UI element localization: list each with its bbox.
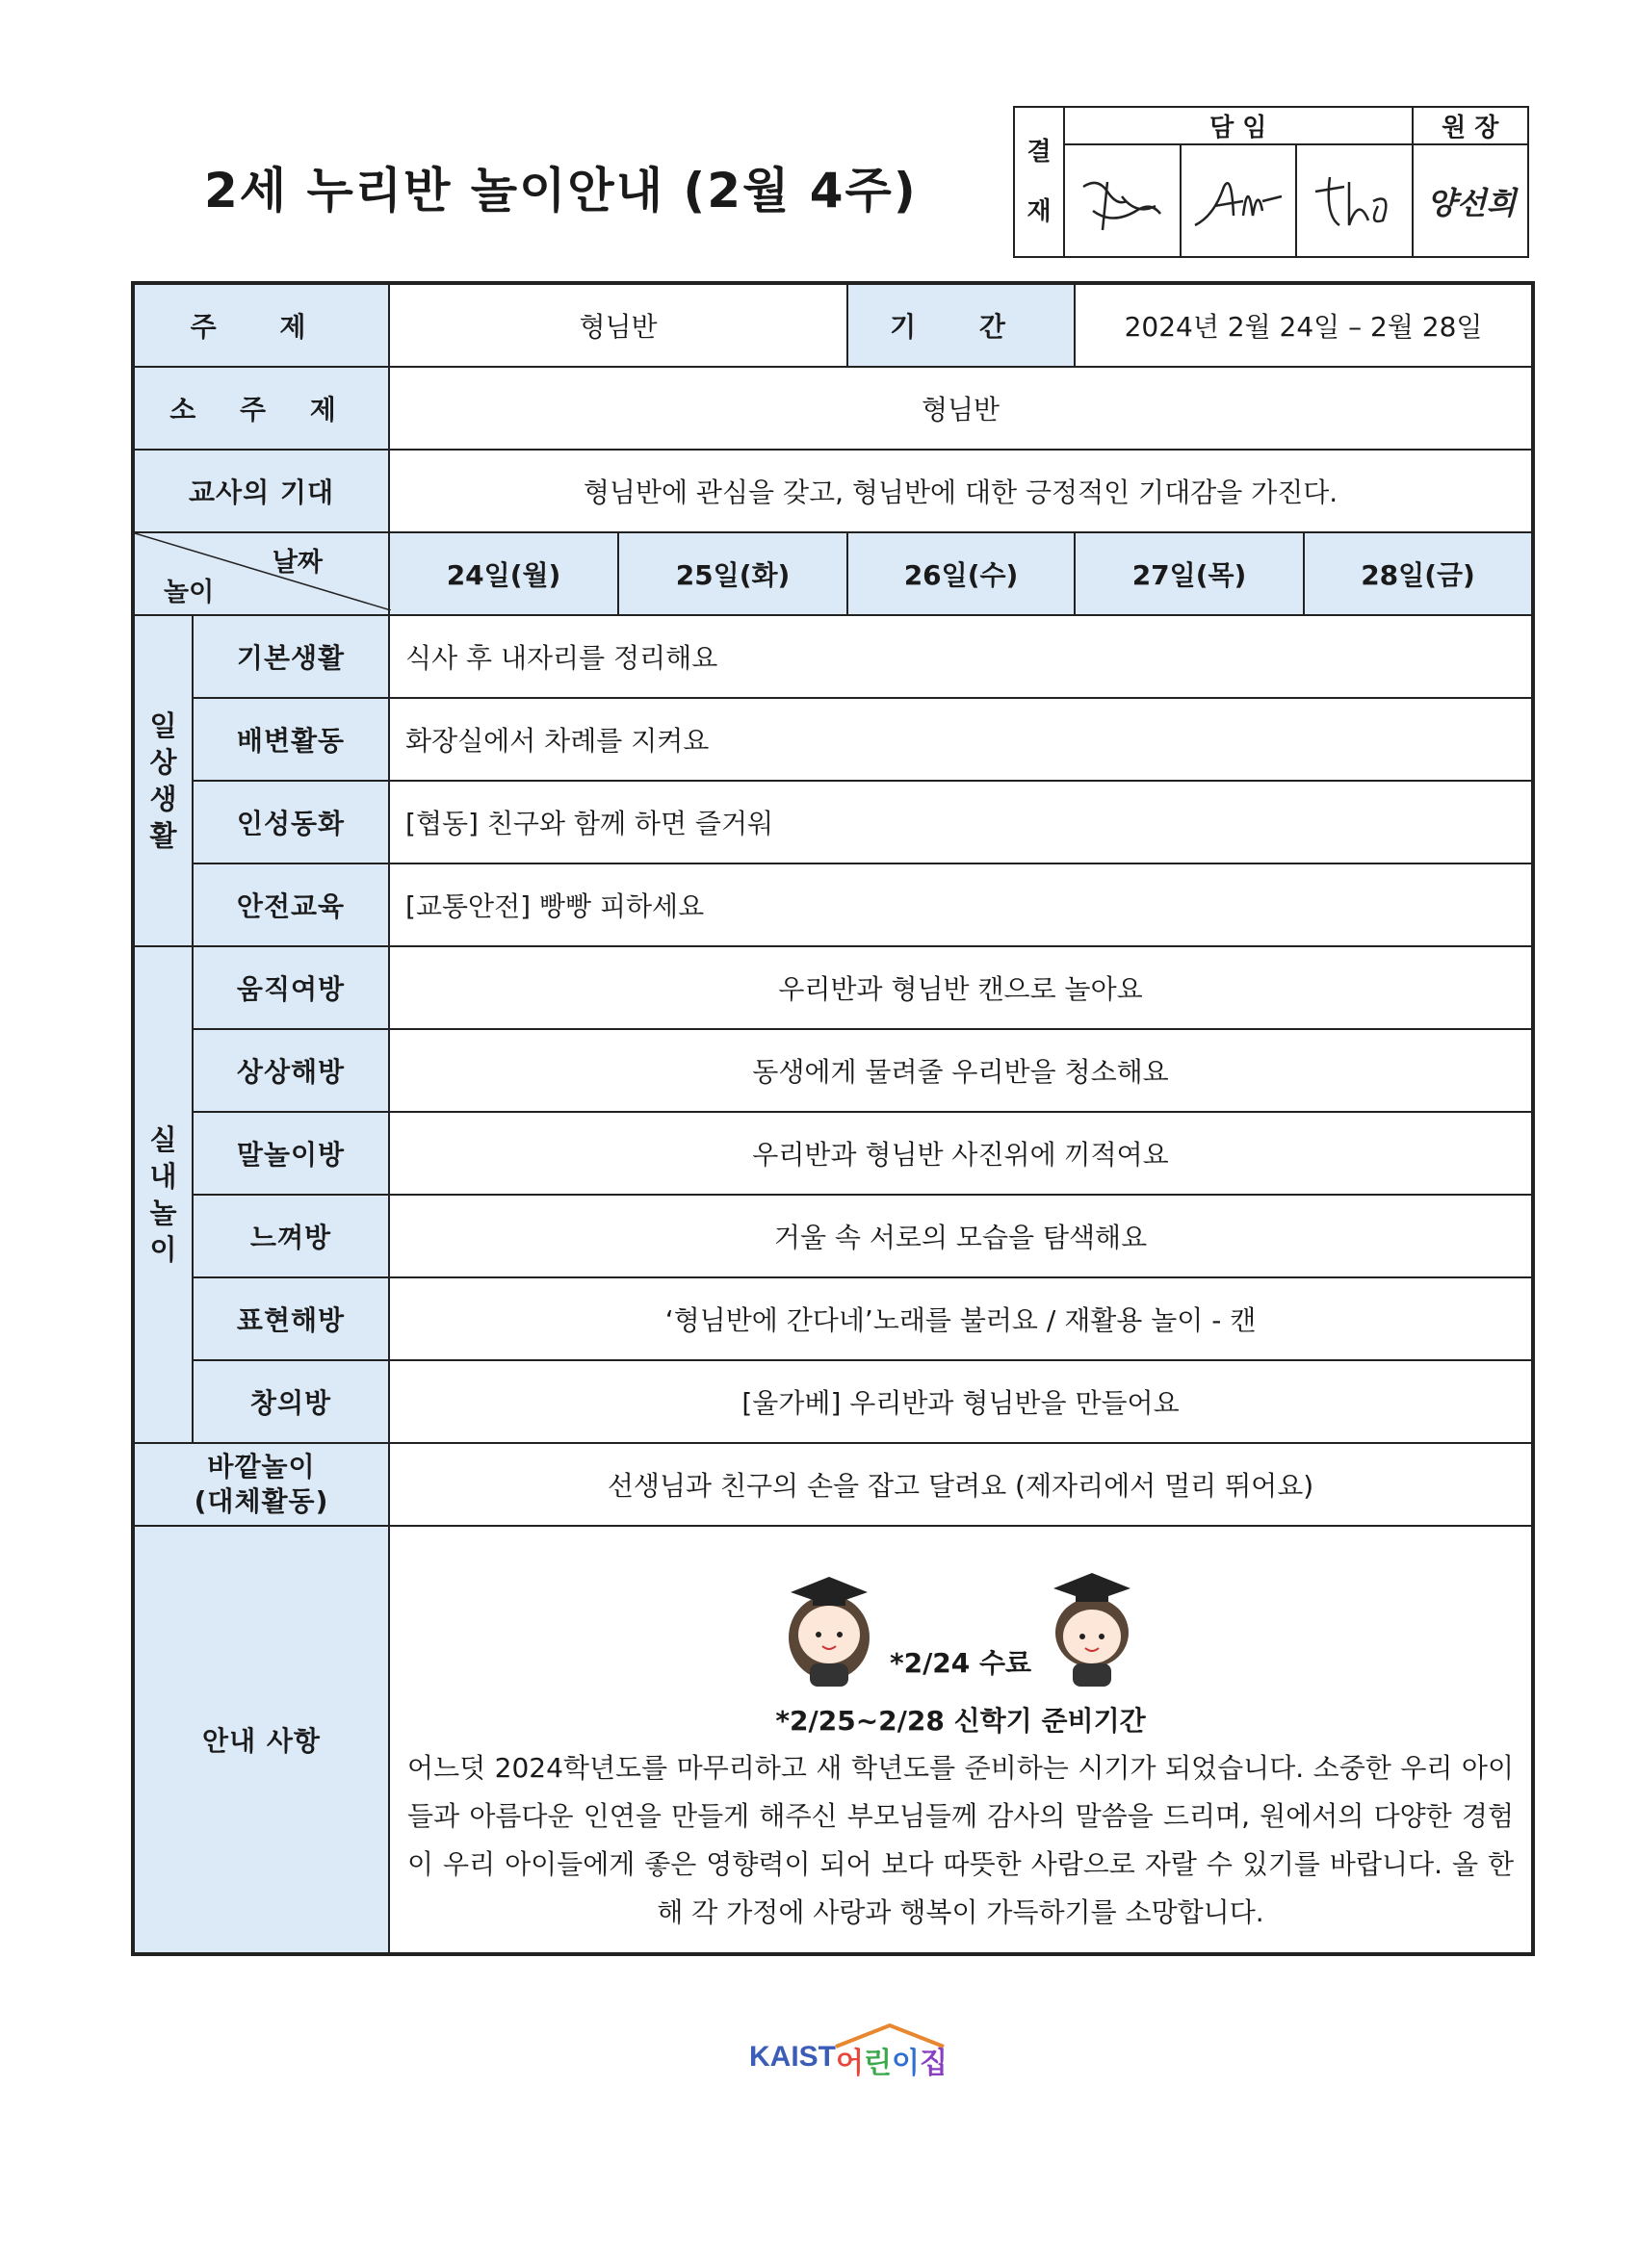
- group-label-char: 내: [149, 1160, 177, 1193]
- indoor-row-label: 표현해방: [193, 1277, 389, 1360]
- period-value: 2024년 2월 24일 – 2월 28일: [1075, 283, 1533, 367]
- expect-value: 형님반에 관심을 갖고, 형님반에 대한 긍정적인 기대감을 가진다.: [389, 450, 1533, 532]
- page-title: 2세 누리반 놀이안내 (2월 4주): [204, 163, 918, 219]
- theme-value: 형님반: [389, 283, 847, 367]
- day-mon: 24일(월): [389, 532, 618, 615]
- graduation-illustration: [407, 1546, 1514, 1690]
- subtheme-value: 형님반: [389, 367, 1533, 450]
- svg-text:양선희: 양선희: [1426, 184, 1516, 221]
- date-play-header: [133, 532, 389, 615]
- subtheme-label: 소 주 제: [133, 367, 389, 450]
- teacher-signature-1: [1064, 144, 1181, 257]
- daily-row-label: 안전교육: [193, 863, 389, 946]
- indoor-row-label: 말놀이방: [193, 1112, 389, 1195]
- indoor-row-label: 상상해방: [193, 1029, 389, 1112]
- expect-label: 교사의 기대: [133, 450, 389, 532]
- indoor-row-value: 동생에게 물려줄 우리반을 청소해요: [389, 1029, 1533, 1112]
- teacher-header: 담 임: [1064, 107, 1413, 144]
- group-label-char: 상: [149, 746, 177, 779]
- logo-korean-char: 이: [891, 2047, 920, 2080]
- indoor-row-value: ‘형님반에 간다네’노래를 불러요 / 재활용 놀이 - 캔: [389, 1277, 1533, 1360]
- logo-korean-char: 어: [836, 2047, 864, 2080]
- notice-message: 어느덧 2024학년도를 마무리하고 새 학년도를 준비하는 시기가 되었습니다. 소중한 우리 아이들과 아름다운 인연을 만들게 해주신 부모님들께 감사의 말씀을 드리며, 원에서의 다양한 경험이 우리 아이들에게 좋은 영향력이 되어 보다 따뜻한 사람으로 자랄 수 있기를 바랍니다. 올 한 해 각 가정에 사랑과 행복이 가득하기를 소망합니다.: [407, 1752, 1515, 1928]
- indoor-row-value: [울가베] 우리반과 형님반을 만들어요: [389, 1360, 1533, 1443]
- day-thu: 27일(목): [1075, 532, 1304, 615]
- daily-row-value: 식사 후 내자리를 정리해요: [389, 615, 1533, 698]
- notice-label: 안내 사항: [133, 1526, 389, 1954]
- kaist-daycare-logo: [749, 2022, 961, 2089]
- indoor-row-label: 창의방: [193, 1360, 389, 1443]
- teacher-signature-3: [1296, 144, 1413, 257]
- indoor-play-group-label: [133, 946, 193, 1443]
- daily-row-value: [교통안전] 빵빵 피하세요: [389, 863, 1533, 946]
- group-label-char: 일: [149, 709, 177, 742]
- day-fri: 28일(금): [1304, 532, 1533, 615]
- graduate-girl-icon: [776, 1556, 882, 1690]
- period-label: 기 간: [847, 283, 1075, 367]
- logo-korean: [836, 2039, 948, 2081]
- daily-row-value: [협동] 친구와 함께 하면 즐거워: [389, 781, 1533, 863]
- group-label-char: 놀: [149, 1197, 177, 1229]
- outdoor-value: 선생님과 친구의 손을 잡고 달려요 (제자리에서 멀리 뛰어요): [389, 1443, 1533, 1526]
- group-label-char: 생: [149, 783, 177, 815]
- prep-period-note: *2/25~2/28 신학기 준비기간: [775, 1705, 1146, 1737]
- daily-row-value: 화장실에서 차례를 지켜요: [389, 698, 1533, 781]
- logo-latin: KAIST: [749, 2041, 836, 2073]
- indoor-row-label: 움직여방: [193, 946, 389, 1029]
- approval-box: [1013, 106, 1529, 258]
- daily-row-label: 배변활동: [193, 698, 389, 781]
- indoor-row-value: 우리반과 형님반 캔으로 놀아요: [389, 946, 1533, 1029]
- teacher-signature-2: [1181, 144, 1297, 257]
- graduate-boy-icon: [1039, 1556, 1145, 1690]
- indoor-row-value: 거울 속 서로의 모습을 탐색해요: [389, 1195, 1533, 1277]
- indoor-row-value: 우리반과 형님반 사진위에 끼적여요: [389, 1112, 1533, 1195]
- indoor-row-label: 느껴방: [193, 1195, 389, 1277]
- group-label-char: 실: [149, 1123, 177, 1156]
- day-wed: 26일(수): [847, 532, 1075, 615]
- play-label: 놀이: [164, 578, 215, 607]
- graduation-note: *2/24 수료: [889, 1647, 1032, 1679]
- director-header: 원 장: [1413, 107, 1529, 144]
- logo-korean-char: 린: [863, 2047, 892, 2080]
- plan-table: [131, 281, 1535, 1956]
- daily-row-label: 기본생활: [193, 615, 389, 698]
- group-label-char: 활: [149, 819, 177, 852]
- day-tue: 25일(화): [618, 532, 847, 615]
- notice-content: [389, 1526, 1533, 1954]
- approval-kyul-jae: 결 재: [1014, 107, 1064, 257]
- daily-row-label: 인성동화: [193, 781, 389, 863]
- date-label: 날짜: [272, 548, 324, 578]
- theme-label: 주 제: [133, 283, 389, 367]
- group-label-char: 이: [149, 1233, 177, 1266]
- daily-life-group-label: [133, 615, 193, 946]
- director-signature: [1413, 144, 1529, 257]
- logo-korean-char: 집: [919, 2047, 948, 2080]
- outdoor-label: 바깥놀이 (대체활동): [133, 1443, 389, 1526]
